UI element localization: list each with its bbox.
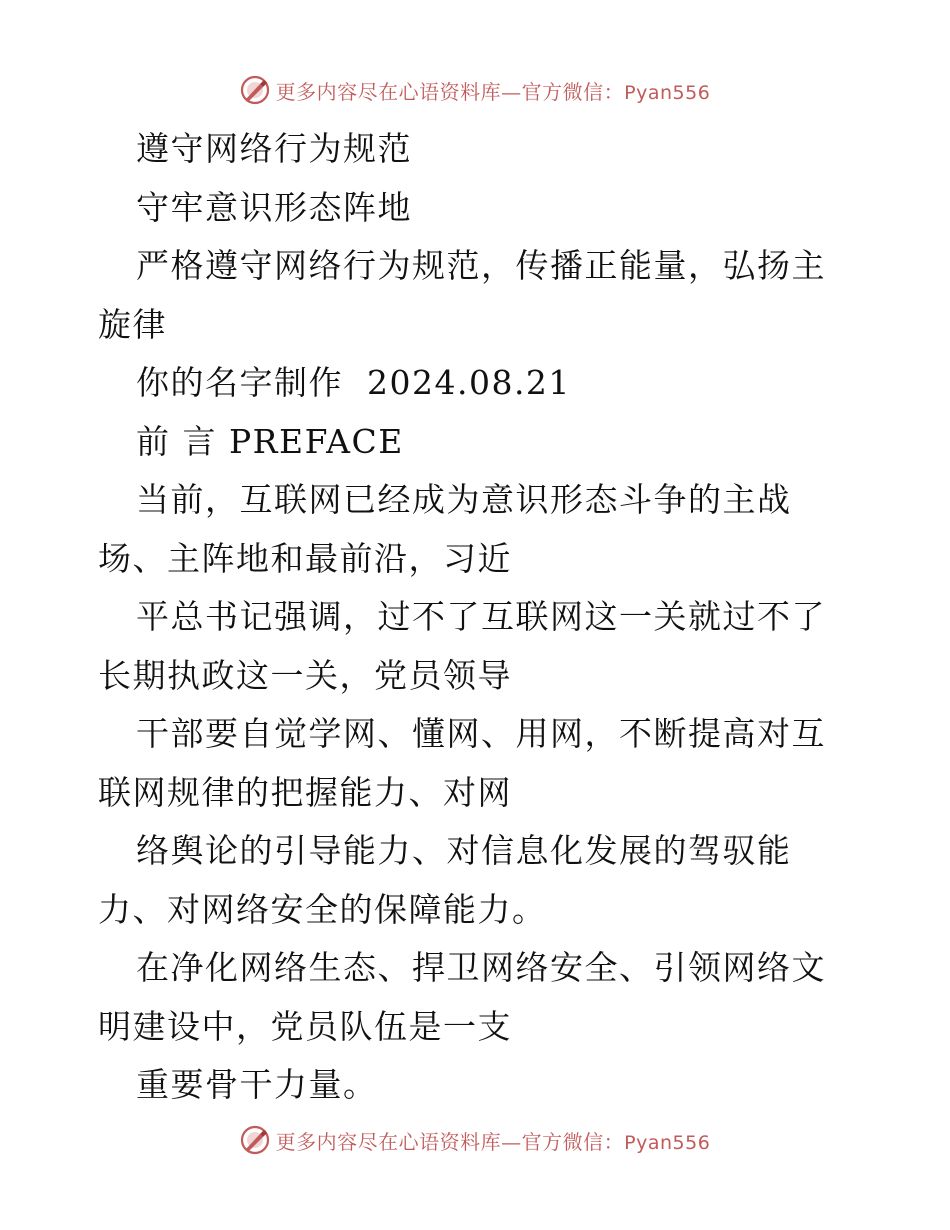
document-body: [98, 120, 858, 1115]
footer-banner: [0, 1120, 950, 1160]
footer-banner-label: 更多内容尽在心语资料库—官方微信：: [275, 1129, 625, 1154]
doc-paragraph: 当前，互联网已经成为意识形态斗争的主战场、主阵地和最前沿，习近: [98, 480, 792, 578]
doc-paragraph: 在净化网络生态、捍卫网络安全、引领网络文明建设中，党员队伍是一支: [98, 948, 826, 1046]
doc-paragraph: 络舆论的引导能力、对信息化发展的驾驭能力、对网络安全的保障能力。: [98, 831, 792, 929]
doc-slogan: 严格遵守网络行为规范，传播正能量，弘扬主旋律: [98, 246, 826, 344]
doc-paragraph: 平总书记强调，过不了互联网这一关就过不了长期执政这一关，党员领导: [98, 597, 826, 695]
pen-logo-icon: [240, 1125, 270, 1155]
doc-paragraph: 重要骨干力量。: [136, 1065, 378, 1104]
doc-title-line-1: 遵守网络行为规范: [136, 129, 412, 168]
doc-author-date: 你的名字制作 2024.08.21: [136, 363, 571, 402]
footer-wechat-handle: Pyan556: [624, 1131, 711, 1154]
footer-banner-text: [276, 1126, 711, 1155]
doc-preface-heading: 前 言 PREFACE: [136, 421, 404, 461]
doc-title-line-2: 守牢意识形态阵地: [136, 187, 412, 227]
header-banner-text: [276, 76, 711, 105]
doc-paragraph: 干部要自觉学网、懂网、用网，不断提高对互联网规律的把握能力、对网: [98, 714, 826, 812]
header-banner-label: 更多内容尽在心语资料库—官方微信：: [275, 79, 625, 104]
header-banner: [0, 70, 950, 110]
pen-logo-icon: [240, 75, 270, 105]
header-wechat-handle: Pyan556: [624, 81, 711, 104]
